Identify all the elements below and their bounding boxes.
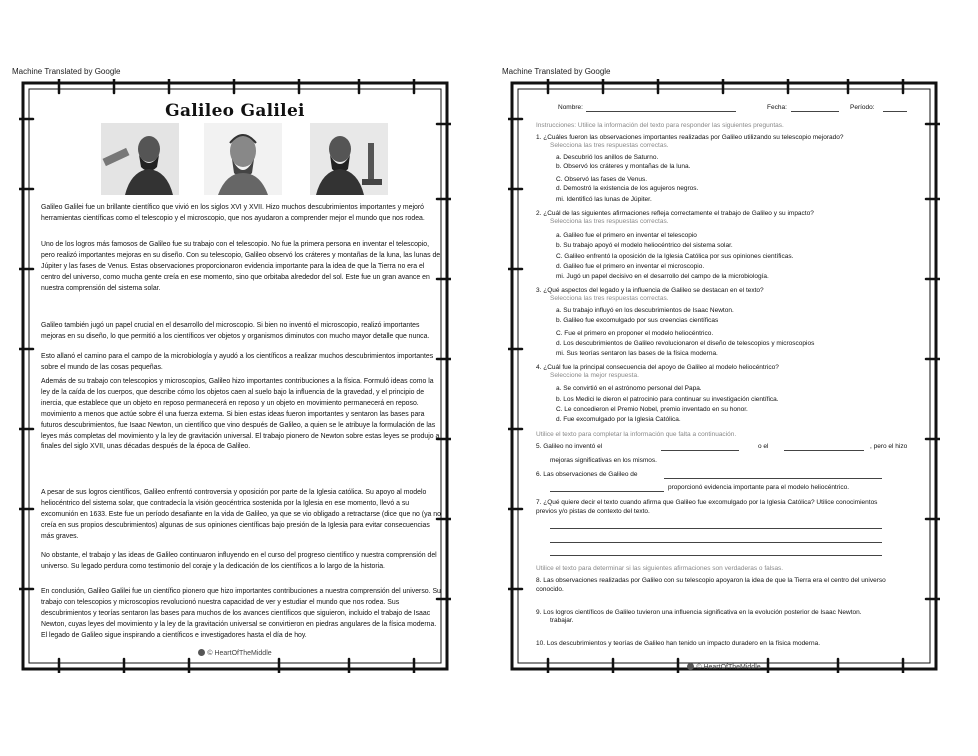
footer-brand: HeartOfTheMiddle [703,664,761,671]
conclusion-paragraph: En conclusión, Galileo Galilei fue un científico pionero que hizo importantes contribuciones a nuestra comprensión del universo. Su trabajo con telescopios y microscopios revolucionó nuestra capacidad de ver y estudiar el mundo que nos rodea. Sus descubrimientos y teorías sentaron las bases para muchos de los avances científicos que siguieron, incluido el trabajo de Isaac Newton, cuyas leyes del movimiento y la ley de la gravitación universal se convirtieron en piedras angulares de la física moderna. El legado de Galileo sigue inspirando a científicos e investigadores hasta el día de hoy. [41,588,441,639]
question-1-hint: Selecciona las tres respuestas correctas. [550,142,669,149]
question-7: 7. ¿Qué quiere decir el texto cuando afirma que Galileo fue excomulgado por la Iglesia Católica? Utilice conocimientos previos y/o pistas de contexto del texto. [536,499,878,515]
q1-option-d[interactable]: d. Demostró la existencia de los agujeros negros. [556,185,699,192]
q3-option-d[interactable]: d. Los descubrimientos de Galileo revolucionaron el diseño de telescopios y microscopios [556,340,815,347]
reading-passage-page [19,79,451,673]
question-3-hint: Selecciona las tres respuestas correctas. [550,295,669,302]
question-5-end: mejoras significativas en los mismos. [550,457,657,464]
q1-option-b[interactable]: b. Observó los cráteres y montañas de la luna. [556,163,691,170]
galileo-portrait-sketch [204,123,282,195]
q3-option-e[interactable]: mi. Sus teorías sentaron las bases de la física moderna. [556,350,718,357]
date-label: Fecha: [767,104,787,111]
q7-answer-line-2[interactable] [550,542,882,543]
question-8: 8. Las observaciones realizadas por Galileo con su telescopio apoyaron la idea de que la Tierra era el centro del universo conocido. [536,577,886,593]
heart-logo-icon [198,649,205,656]
worksheet-page [508,79,940,673]
machine-translated-label-left: Machine Translated by Google [12,67,121,76]
q7-answer-line-1[interactable] [550,528,882,529]
q5-blank-2[interactable] [784,450,864,451]
date-field[interactable] [791,111,839,112]
machine-translated-label-right: Machine Translated by Google [502,67,611,76]
q6-blank-1[interactable] [664,478,882,479]
footer-credit: © HeartOfTheMiddle [41,649,429,657]
q1-option-c[interactable]: C. Observó las fases de Venus. [556,176,648,183]
question-6: 6. Las observaciones de Galileo de [536,471,638,478]
q7-answer-line-3[interactable] [550,555,882,556]
question-3: 3. ¿Qué aspectos del legado y la influencia de Galileo se destacan en el texto? [536,287,764,294]
q3-option-a[interactable]: a. Su trabajo influyó en los descubrimientos de Isaac Newton. [556,307,734,314]
question-10: 10. Los descubrimientos y teorías de Galileo han tenido un impacto duradero en la física moderna. [536,640,821,647]
heart-logo-icon [687,663,694,670]
galileo-portrait-microscope [310,123,388,195]
microbiology-paragraph: Esto allanó el camino para el campo de la microbiología y ayudó a los científicos a realizar muchos descubrimientos importantes sobre el mundo de las cosas pequeñas. [41,353,434,371]
intro-paragraph: Galileo Galilei fue un brillante científico que vivió en los siglos XVI y XVII. Hizo muchos descubrimientos importantes y mejoró herramientas científicas como el telescopio y el microscopio, que nos ayudaron a comprender mejor el mundo que nos rodea. [41,204,425,222]
q4-option-a[interactable]: a. Se convirtió en el astrónomo personal del Papa. [556,385,702,392]
name-label: Nombre: [558,104,583,111]
q5-blank-1[interactable] [661,450,739,451]
q2-option-b[interactable]: b. Su trabajo apoyó el modelo heliocéntrico del sistema solar. [556,242,733,249]
q2-option-d[interactable]: d. Galileo fue el primero en inventar el microscopio. [556,263,705,270]
galileo-portrait-telescope [101,123,179,195]
question-5-or: o el [758,443,769,450]
question-4: 4. ¿Cuál fue la principal consecuencia del apoyo de Galileo al modelo heliocéntrico? [536,364,779,371]
footer-brand: HeartOfTheMiddle [214,650,272,657]
question-5: 5. Galileo no inventó el [536,443,603,450]
page-title: Galileo Galilei [165,101,305,121]
footer-credit: © HeartOfTheMiddle [508,663,940,671]
controversy-paragraph: A pesar de sus logros científicos, Galileo enfrentó controversia y oposición por parte de la Iglesia católica. Su apoyo al modelo heliocéntrico del sistema solar, que contradecía la visión geocéntrica sostenida por la Iglesia en ese momento, llevó a su excomunión en 1633. Este fue un período desafiante en la vida de Galileo, ya que se vio obligado a retractarse (dice que no (ya no creía en sus propios descubrimientos) algunas de sus opiniones científicas bajo presión de la Iglesia para evitar consecuencias más graves. [41,489,441,540]
legacy-paragraph: No obstante, el trabajo y las ideas de Galileo continuaron influyendo en el curso del progreso científico y nuestra comprensión del universo. Su legado perdura como testimonio del coraje y la dedicación de los científicos a lo largo de la historia. [41,552,437,570]
q1-option-a[interactable]: a. Descubrió los anillos de Saturno. [556,154,659,161]
name-field[interactable] [586,111,736,112]
q4-option-c[interactable]: C. Le concedieron el Premio Nobel, premio inventado en su honor. [556,406,748,413]
q2-option-c[interactable]: C. Galileo enfrentó la oposición de la Iglesia Católica por sus opiniones científicas. [556,253,794,260]
question-2: 2. ¿Cuál de las siguientes afirmaciones refleja correctamente el trabajo de Galileo y su impacto? [536,210,814,217]
question-6-end: proporcionó evidencia importante para el modelo heliocéntrico. [668,484,850,491]
q6-blank-2[interactable] [550,491,664,492]
microscope-paragraph: Galileo también jugó un papel crucial en el desarrollo del microscopio. Si bien no inventó el microscopio, realizó importantes mejoras en su diseño, lo que permitió a los científicos ver objetos y organismos diminutos con mucho mayor detalle que nunca. [41,322,430,340]
telescope-paragraph: Uno de los logros más famosos de Galileo fue su trabajo con el telescopio. No fue la primera persona en inventar el telescopio, pero realizó importantes mejoras en su diseño. Con su telescopio, Galileo observó los cráteres y montañas de la luna, las lunas de Júpiter y las fases de Venus. Estas observaciones proporcionaron evidencia importante para la idea de que la Tierra no era el centro del universo, como mucha gente creía en ese momento, sino que orbitaba alrededor del sol. Este fue un gran avance en nuestra comprensión del sistema solar. [41,241,441,292]
q2-option-e[interactable]: mi. Jugó un papel decisivo en el desarrollo del campo de la microbiología. [556,273,769,280]
question-2-hint: Selecciona las tres respuestas correctas. [550,218,669,225]
period-field[interactable] [883,111,907,112]
q4-option-d[interactable]: d. Fue excomulgado por la Iglesia Católica. [556,416,681,423]
instructions-multiple-choice: Instrucciones: Utilice la información del texto para responder las siguientes preguntas. [536,122,784,129]
instructions-true-false: Utilice el texto para determinar si las siguientes afirmaciones son verdaderas o falsas. [536,565,784,572]
question-9-end: trabajar. [550,617,574,624]
instructions-fill-in: Utilice el texto para completar la información que falta a continuación. [536,431,737,438]
q3-option-b[interactable]: b. Galileo fue excomulgado por sus creencias científicas [556,317,719,324]
question-1: 1. ¿Cuáles fueron las observaciones importantes realizadas por Galileo utilizando su telescopio mejorado? [536,134,844,141]
q3-option-c[interactable]: C. Fue el primero en proponer el modelo heliocéntrico. [556,330,714,337]
period-label: Período: [850,104,875,111]
q2-option-a[interactable]: a. Galileo fue el primero en inventar el telescopio [556,232,697,239]
physics-paragraph: Además de su trabajo con telescopios y microscopios, Galileo hizo importantes contribuciones a la física. Formuló ideas como la ley de la caída de los cuerpos, que describe cómo los objetos caen al suelo bajo la influencia de la gravedad, y el principio de inercia, que establece que un objeto en reposo permanecerá en reposo y un objeto en movimiento permanecerá en reposo. movimiento a menos que actúe sobre él una fuerza externa. Si bien estas ideas fueron importantes y sentaron las bases para futuros descubrimientos, fue Isaac Newton, un científico que vino después de Galileo, a quien se le atribuye la formulación de las leyes más completas del movimiento y la ley de gravitación universal. El trabajo pionero de Newton sobre estas leyes se produjo a finales del siglo XVII, unas décadas después de la época de Galileo. [41,378,440,451]
q4-option-b[interactable]: b. Los Medici le dieron el patrocinio para continuar su investigación científica. [556,396,779,403]
question-5-but: , pero el hizo [870,443,908,450]
question-9: 9. Los logros científicos de Galileo tuvieron una influencia significativa en la evolución posterior de Isaac Newton. [536,609,862,616]
q1-option-e[interactable]: mi. Identificó las lunas de Júpiter. [556,196,652,203]
question-4-hint: Seleccione la mejor respuesta. [550,372,639,379]
